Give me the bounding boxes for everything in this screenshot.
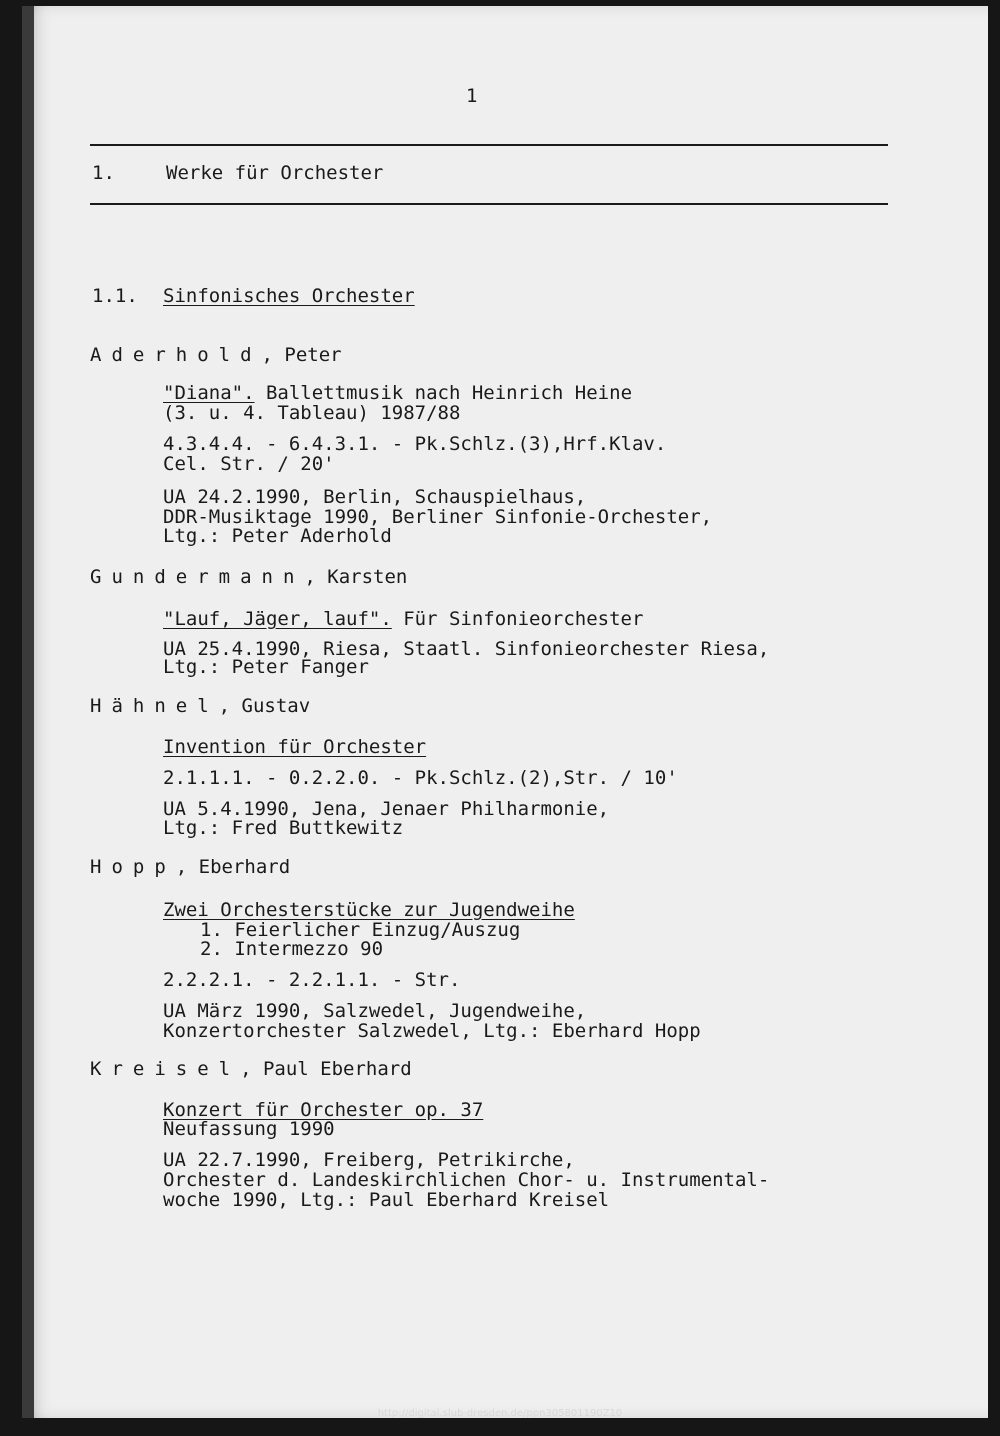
composer-firstname: , Paul Eberhard — [240, 1058, 412, 1080]
composer-name — [90, 1059, 412, 1080]
premiere-line: Ltg.: Fred Buttkewitz — [163, 817, 404, 839]
book-spine-shadow — [22, 6, 34, 1418]
scoring-line: 2.2.2.1. - 2.2.1.1. - Str. — [163, 969, 461, 991]
work-title-rest: Für Sinfonieorchester — [391, 608, 644, 630]
composer-name — [90, 567, 407, 588]
premiere-line: UA 25.4.1990, Riesa, Staatl. Sinfonieorchester Riesa, — [163, 638, 770, 660]
composer-name — [90, 696, 310, 717]
composer-name — [90, 857, 290, 878]
composer-firstname: , Karsten — [304, 566, 408, 588]
premiere-line: Ltg.: Peter Fanger — [163, 656, 369, 678]
work-subtitle: (3. u. 4. Tableau) 1987/88 — [163, 402, 461, 424]
work-title — [163, 383, 632, 404]
subsection-title: Sinfonisches Orchester — [163, 285, 415, 307]
movement-item: 2. Intermezzo 90 — [200, 938, 384, 960]
composer-name — [90, 345, 342, 366]
source-url[interactable]: http://digital.slub-dresden.de/ppn305801190Z10 — [377, 1408, 623, 1419]
composer-surname: Gundermann — [90, 566, 305, 588]
rule-bottom — [90, 203, 888, 205]
premiere-line: UA 22.7.1990, Freiberg, Petrikirche, — [163, 1149, 575, 1171]
composer-surname: Hopp — [90, 856, 176, 878]
premiere-line: UA 24.2.1990, Berlin, Schauspielhaus, — [163, 486, 587, 508]
composer-surname: Hähnel — [90, 695, 219, 717]
scoring-line: Cel. Str. / 20' — [163, 453, 335, 475]
work-title: Zwei Orchesterstücke zur Jugendweihe — [163, 899, 575, 921]
work-title-rest: Ballettmusik nach Heinrich Heine — [254, 382, 633, 404]
premiere-line: UA März 1990, Salzwedel, Jugendweihe, — [163, 1000, 587, 1022]
work-title-quoted: "Lauf, Jäger, lauf". — [163, 608, 392, 630]
movement-item: 1. Feierlicher Einzug/Auszug — [200, 919, 521, 941]
work-subtitle: Neufassung 1990 — [163, 1118, 335, 1140]
section-title: Werke für Orchester — [166, 162, 384, 184]
premiere-line: Ltg.: Peter Aderhold — [163, 525, 392, 547]
work-title — [163, 609, 643, 630]
premiere-line: DDR-Musiktage 1990, Berliner Sinfonie-Orchester, — [163, 506, 713, 528]
composer-firstname: , Eberhard — [175, 856, 291, 878]
composer-surname: Kreisel — [90, 1058, 241, 1080]
composer-surname: Aderhold — [90, 344, 262, 366]
premiere-line: woche 1990, Ltg.: Paul Eberhard Kreisel — [163, 1189, 610, 1211]
subsection-number: 1.1. — [92, 285, 138, 307]
page-number: 1 — [466, 85, 478, 107]
work-title: Invention für Orchester — [163, 736, 427, 758]
composer-firstname: , Peter — [261, 344, 342, 366]
composer-firstname: , Gustav — [218, 695, 311, 717]
work-title: Konzert für Orchester op. 37 — [163, 1099, 484, 1121]
scoring-line: 2.1.1.1. - 0.2.2.0. - Pk.Schlz.(2),Str. / 10' — [163, 767, 678, 789]
premiere-line: Konzertorchester Salzwedel, Ltg.: Eberhard Hopp — [163, 1020, 701, 1042]
rule-top — [90, 144, 888, 146]
work-title-quoted: "Diana". — [163, 382, 255, 404]
scoring-line: 4.3.4.4. - 6.4.3.1. - Pk.Schlz.(3),Hrf.Klav. — [163, 433, 667, 455]
premiere-line: UA 5.4.1990, Jena, Jenaer Philharmonie, — [163, 798, 610, 820]
section-number: 1. — [92, 162, 115, 184]
premiere-line: Orchester d. Landeskirchlichen Chor- u. Instrumental- — [163, 1169, 770, 1191]
